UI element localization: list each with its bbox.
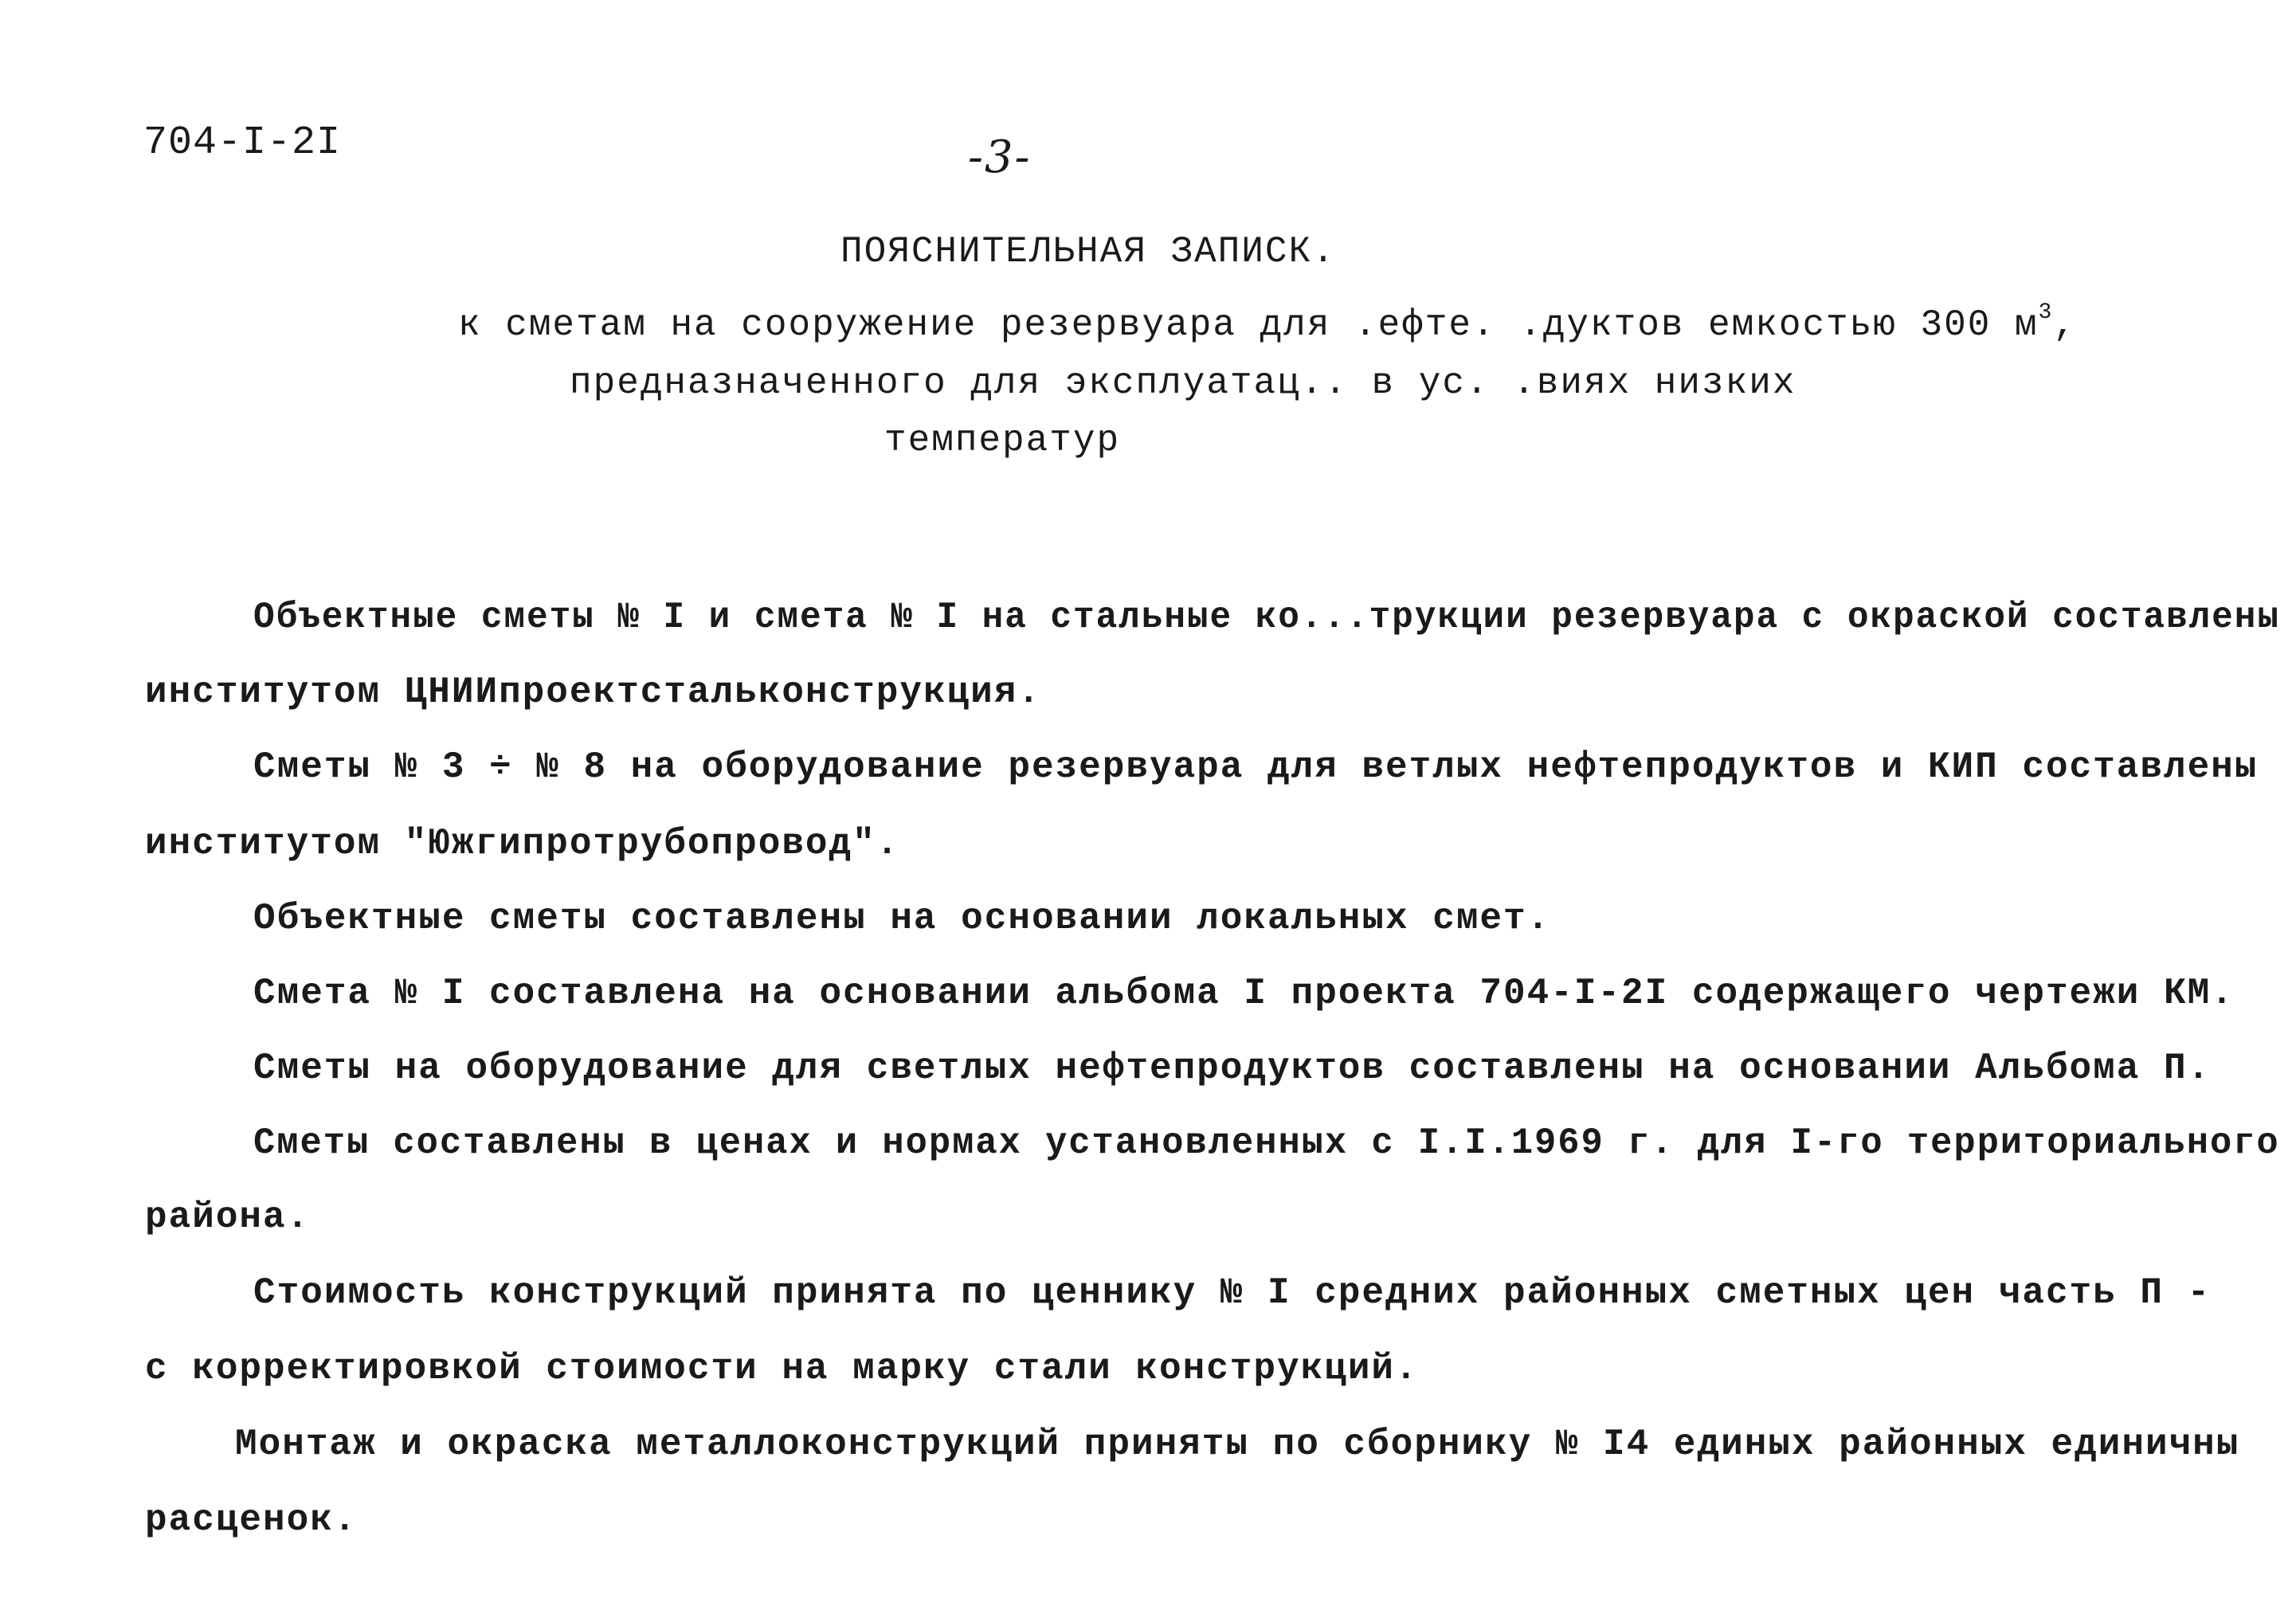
body-line: района. xyxy=(145,1197,311,1238)
document-title: ПОЯСНИТЕЛЬНАЯ ЗАПИСК. xyxy=(840,231,1336,272)
body-line: институтом "Южгипротрубопровод". xyxy=(145,823,900,864)
subtitle-line-2: предназначенного для эксплуатац.. в ус. .виях низких xyxy=(570,362,1796,404)
body-line: Объектные сметы № I и смета № I на стальные ко...трукции резервуара с окраской составлены xyxy=(253,597,2280,638)
body-line: Сметы составлены в ценах и нормах установленных с I.I.1969 г. для I-го территориального xyxy=(253,1122,2280,1164)
body-line: Монтаж и окраска металлоконструкций приняты по сборнику № I4 единых районных единичны xyxy=(235,1424,2240,1465)
body-line: Стоимость конструкций принята по ценнику № I средних районных сметных цен часть П - xyxy=(253,1272,2212,1314)
page-number: -3- xyxy=(968,131,1032,183)
body-line: Сметы № 3 ÷ № 8 на оборудование резервуара для ветлых нефтепродуктов и КИП составлены xyxy=(253,746,2259,788)
body-line: расценок. xyxy=(145,1499,358,1541)
body-line: Сметы на оборудование для светлых нефтепродуктов составлены на основании Альбома П. xyxy=(253,1048,2212,1089)
cubic-superscript: 3 xyxy=(2038,300,2054,325)
document-code: 704-I-2I xyxy=(143,120,342,166)
body-line: Смета № I составлена на основании альбома I проекта 704-I-2I содержащего чертежи КМ. xyxy=(253,973,2235,1014)
subtitle-line-1-text: к сметам на сооружение резервуара для .ефте. .дуктов емкостью 300 м xyxy=(458,304,2039,346)
body-line: институтом ЦНИИпроектстальконструкция. xyxy=(145,672,1041,713)
subtitle-line-1-comma: , xyxy=(2053,304,2077,346)
body-line: Объектные сметы составлены на основании локальных смет. xyxy=(253,898,1551,939)
subtitle-line-1 xyxy=(458,300,2077,346)
body-line: с корректировкой стоимости на марку стали конструкций. xyxy=(145,1348,1419,1389)
subtitle-line-3: температур xyxy=(884,420,1121,461)
